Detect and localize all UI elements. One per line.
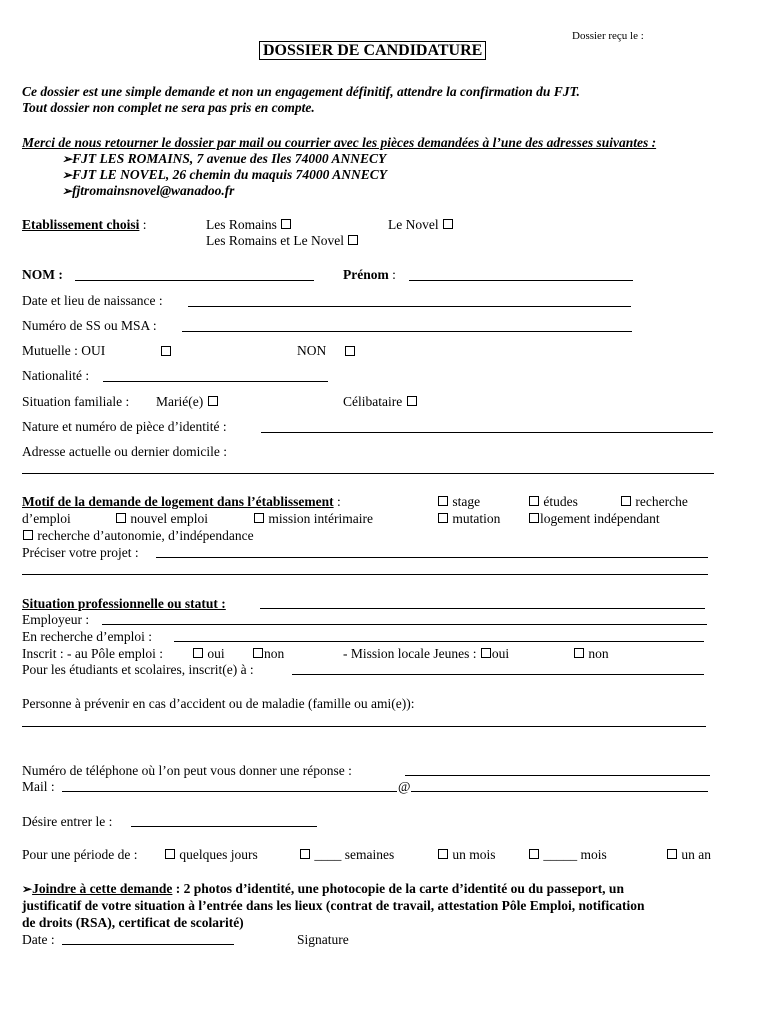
date-field[interactable]: [62, 944, 234, 945]
intro-line-2: Tout dossier non complet ne sera pas pris en compte.: [22, 100, 315, 115]
adresse-field[interactable]: [22, 473, 714, 474]
checkbox-un-an[interactable]: [667, 849, 677, 859]
joindre-line-3: de droits (RSA), certificat de scolarité): [22, 915, 244, 930]
option-quelques-jours: quelques jours: [164, 847, 258, 863]
mail-field-domain[interactable]: [411, 791, 708, 792]
address-item-romains: ➢FJT LES ROMAINS, 7 avenue des Iles 74000 ANNECY: [62, 151, 387, 166]
piece-label: Nature et numéro de pièce d’identité :: [22, 419, 227, 434]
checkbox-quelques-jours[interactable]: [165, 849, 175, 859]
option-mission: mission intérimaire: [253, 511, 373, 527]
prenom-label: Prénom :: [343, 267, 396, 282]
employeur-label: Employeur :: [22, 612, 90, 627]
naissance-label: Date et lieu de naissance :: [22, 293, 163, 308]
etablissement-label: Etablissement choisi :: [22, 217, 147, 232]
checkbox-mission-non[interactable]: [574, 648, 584, 658]
ss-label: Numéro de SS ou MSA :: [22, 318, 157, 333]
option-mutation: mutation: [437, 511, 500, 527]
mail-field-user[interactable]: [62, 791, 397, 792]
recherche-label: En recherche d’emploi :: [22, 629, 153, 644]
checkbox-le-novel[interactable]: [443, 219, 453, 229]
option-un-mois: un mois: [437, 847, 496, 863]
option-recherche: recherche: [620, 494, 688, 510]
checkbox-mois[interactable]: [529, 849, 539, 859]
checkbox-autonomie[interactable]: [23, 530, 33, 540]
semaines-blank[interactable]: ____: [314, 847, 342, 862]
arrow-bullet-icon: ➢: [22, 882, 33, 896]
dossier-recu-label: Dossier reçu le :: [572, 30, 644, 42]
situation-label: Situation familiale :: [22, 394, 130, 409]
option-etudes: études: [528, 494, 578, 510]
option-celibataire: Célibataire: [343, 394, 418, 410]
checkbox-recherche-emploi[interactable]: [621, 496, 631, 506]
piece-field[interactable]: [261, 432, 713, 433]
entrer-label: Désire entrer le :: [22, 814, 113, 829]
arrow-bullet-icon: ➢: [62, 184, 73, 198]
checkbox-pole-non[interactable]: [253, 648, 263, 658]
checkbox-both[interactable]: [348, 235, 358, 245]
checkbox-stage[interactable]: [438, 496, 448, 506]
motif-label: Motif de la demande de logement dans l’établissement :: [22, 494, 341, 509]
mail-at-sign: @: [398, 779, 411, 794]
signature-label: Signature: [297, 932, 349, 947]
projet-field[interactable]: [156, 557, 708, 558]
checkbox-pole-oui[interactable]: [193, 648, 203, 658]
option-semaines: ____ semaines: [299, 847, 394, 863]
arrow-bullet-icon: ➢: [62, 152, 73, 166]
option-both: Les Romains et Le Novel: [206, 233, 359, 249]
mutuelle-non-label: NON: [297, 343, 327, 358]
entrer-field[interactable]: [131, 826, 317, 827]
date-label: Date :: [22, 932, 55, 947]
checkbox-celibataire[interactable]: [407, 396, 417, 406]
pro-field[interactable]: [260, 608, 705, 609]
telephone-field[interactable]: [405, 775, 710, 776]
projet-label: Préciser votre projet :: [22, 545, 139, 560]
option-nouvel-emploi: nouvel emploi: [115, 511, 208, 527]
joindre-line-1: ➢Joindre à cette demande : 2 photos d’identité, une photocopie de la carte d’identité ou du passeport, un: [22, 881, 624, 896]
checkbox-mutuelle-non[interactable]: [345, 346, 355, 356]
nom-label: NOM :: [22, 267, 63, 282]
ss-field[interactable]: [182, 331, 632, 332]
checkbox-nouvel-emploi[interactable]: [116, 513, 126, 523]
checkbox-marie[interactable]: [208, 396, 218, 406]
checkbox-mutation[interactable]: [438, 513, 448, 523]
checkbox-mission-oui[interactable]: [481, 648, 491, 658]
option-autonomie: recherche d’autonomie, d’indépendance: [22, 528, 254, 544]
option-pole-oui: oui: [192, 646, 225, 662]
projet-field-2[interactable]: [22, 574, 708, 575]
prenom-field[interactable]: [409, 280, 633, 281]
nationalite-field[interactable]: [103, 381, 328, 382]
checkbox-mission[interactable]: [254, 513, 264, 523]
checkbox-mutuelle-oui[interactable]: [161, 346, 171, 356]
arrow-bullet-icon: ➢: [62, 168, 73, 182]
option-mission-non: non: [573, 646, 609, 662]
option-logement: logement indépendant: [528, 511, 660, 527]
page-title: [259, 43, 486, 59]
mission-locale-label: - Mission locale Jeunes : oui: [343, 646, 510, 661]
etudiants-field[interactable]: [292, 674, 704, 675]
pro-label: Situation professionnelle ou statut :: [22, 596, 226, 611]
telephone-label: Numéro de téléphone où l’on peut vous donner une réponse :: [22, 763, 352, 778]
prevenir-field[interactable]: [22, 726, 706, 727]
motif-emploi-text: d’emploi: [22, 511, 71, 526]
periode-label: Pour une période de :: [22, 847, 138, 862]
option-stage: stage: [437, 494, 480, 510]
nom-field[interactable]: [75, 280, 314, 281]
option-mois: _____ mois: [528, 847, 607, 863]
recherche-field[interactable]: [174, 641, 704, 642]
inscrit-label: Inscrit : - au Pôle emploi :: [22, 646, 163, 661]
prevenir-label: Personne à prévenir en cas d’accident ou de maladie (famille ou ami(e)):: [22, 696, 415, 711]
nationalite-label: Nationalité :: [22, 368, 90, 383]
checkbox-un-mois[interactable]: [438, 849, 448, 859]
adresse-label: Adresse actuelle ou dernier domicile :: [22, 444, 228, 459]
checkbox-etudes[interactable]: [529, 496, 539, 506]
option-les-romains: Les Romains: [206, 217, 292, 233]
checkbox-les-romains[interactable]: [281, 219, 291, 229]
mutuelle-label: Mutuelle : OUI: [22, 343, 106, 358]
option-un-an: un an: [666, 847, 711, 863]
mois-blank[interactable]: _____: [543, 847, 578, 862]
option-le-novel: Le Novel: [388, 217, 454, 233]
etudiants-label: Pour les étudiants et scolaires, inscrit(e) à :: [22, 662, 254, 677]
title-text: DOSSIER DE CANDIDATURE: [259, 41, 486, 60]
option-marie: Marié(e): [156, 394, 219, 410]
joindre-line-2: justificatif de votre situation à l’entrée dans les lieux (contrat de travail, attestation Pôle Emploi, notification: [22, 898, 645, 913]
checkbox-logement[interactable]: [529, 513, 539, 523]
checkbox-semaines[interactable]: [300, 849, 310, 859]
employeur-field[interactable]: [102, 624, 707, 625]
naissance-field[interactable]: [188, 306, 631, 307]
address-item-novel: ➢FJT LE NOVEL, 26 chemin du maquis 74000 ANNECY: [62, 167, 387, 182]
option-pole-non: non: [252, 646, 284, 662]
intro-line-1: Ce dossier est une simple demande et non un engagement définitif, attendre la confirmation du FJT.: [22, 84, 580, 99]
address-item-email: ➢fjtromainsnovel@wanadoo.fr: [62, 183, 235, 198]
addresses-heading: Merci de nous retourner le dossier par mail ou courrier avec les pièces demandées à l’une des adresses suivantes :: [22, 135, 657, 150]
mail-label: Mail :: [22, 779, 55, 794]
